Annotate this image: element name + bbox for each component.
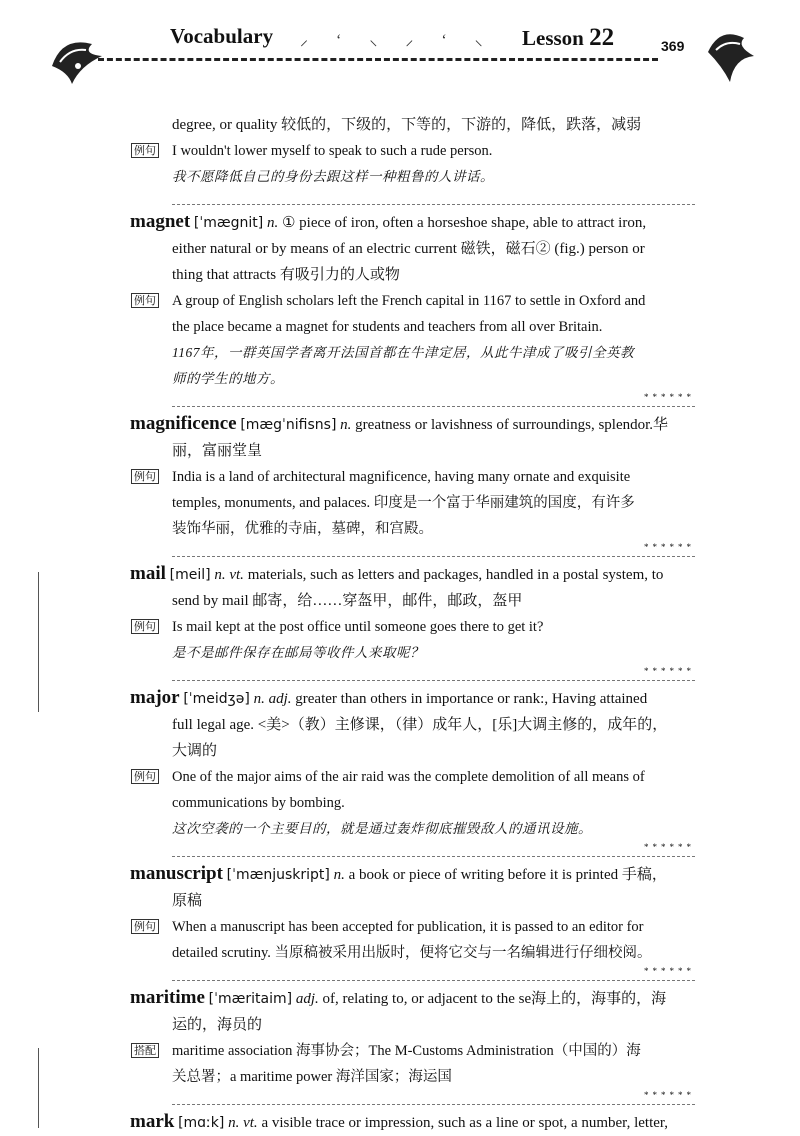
pronunciation: [meil]	[169, 567, 211, 583]
part-of-speech: n. vt.	[228, 1115, 258, 1131]
definition-line: full legal age. <美>（教）主修课，（律）成年人，[乐]大调主修的，成年的，	[172, 717, 668, 733]
separator-stars: ******	[640, 1090, 695, 1100]
definition-line: greatness or lavishness of surroundings, splendor.华	[355, 417, 669, 433]
definition-line: 大调的	[172, 743, 218, 759]
pronunciation: [ˈmænjuskript]	[226, 867, 330, 883]
headword: manuscript	[130, 863, 223, 884]
left-margin-line-bottom	[38, 1048, 39, 1128]
example-en-text: 关总署；a maritime power 海洋国家；海运国	[172, 1069, 452, 1085]
entry-head-line	[130, 209, 695, 236]
separator-stars: ******	[640, 842, 695, 852]
page-number: 369	[661, 38, 685, 54]
definition-line: a book or piece of writing before it is printed 手稿，	[348, 867, 667, 883]
example-en	[130, 490, 695, 516]
entry-separator	[172, 190, 695, 205]
example-en-text: detailed scrutiny. 当原稿被采用出版时，便将它交与一名编辑进行仔细校阅。	[172, 945, 652, 961]
entry-major	[130, 685, 695, 857]
entry-magnet	[130, 209, 695, 407]
entry-separator	[172, 666, 695, 681]
part-of-speech: n.	[333, 867, 345, 883]
example-en-text: the place became a magnet for students and teachers from all over Britain.	[172, 319, 603, 335]
entry-mail	[130, 561, 695, 681]
example-zh: 这次空袭的一个主要目的，就是通过轰炸彻底摧毁敌人的通讯设施。	[172, 821, 592, 836]
example-en	[130, 764, 695, 790]
entry-magnificence	[130, 411, 695, 557]
example-en	[130, 1064, 695, 1090]
example-en-text: When a manuscript has been accepted for publication, it is passed to an editor for	[172, 919, 644, 935]
example-en-text: maritime association 海事协会；The M-Customs Administration（中国的）海	[172, 1043, 641, 1059]
decorative-ornament-right-icon	[690, 22, 760, 88]
part-of-speech: n. vt.	[214, 567, 244, 583]
headword: major	[130, 687, 180, 708]
example-en	[130, 314, 695, 340]
example-tag: 例句	[131, 769, 159, 784]
definition-line: send by mail 邮寄，给……穿盔甲，邮件，邮政，盔甲	[172, 593, 523, 609]
separator-stars: ******	[640, 392, 695, 402]
pronunciation: [mɑːk]	[178, 1115, 225, 1131]
example-en	[130, 914, 695, 940]
headword: mark	[130, 1111, 175, 1132]
example-en-text: Is mail kept at the post office until someone goes there to get it?	[172, 619, 544, 635]
example-en-text: One of the major aims of the air raid was the complete demolition of all means of	[172, 769, 645, 785]
entry-head-line	[130, 685, 695, 712]
pronunciation: [ˈmeidʒə]	[183, 691, 250, 707]
example-en-text: temples, monuments, and palaces. 印度是一个富于华丽建筑的国度，有许多	[172, 495, 635, 511]
entry-manuscript	[130, 861, 695, 981]
example-en-text: India is a land of architectural magnificence, having many ornate and exquisite	[172, 469, 631, 485]
entry-head-line	[130, 861, 695, 888]
example-tag: 搭配	[131, 1043, 159, 1058]
entry-separator	[172, 542, 695, 557]
left-margin-line	[38, 572, 39, 712]
header-vocabulary-title: Vocabulary	[170, 24, 274, 48]
decorative-ornament-left-icon	[42, 26, 112, 88]
entry-head-line	[130, 561, 695, 588]
headword: magnificence	[130, 413, 237, 434]
example-tag: 例句	[131, 293, 159, 308]
definition-line: 原稿	[172, 893, 203, 909]
entry-head-line	[130, 985, 695, 1012]
definition-line: thing that attracts 有吸引力的人或物	[172, 267, 400, 283]
entry-separator	[172, 842, 695, 857]
example-en-text: communications by bombing.	[172, 795, 345, 811]
example-en	[130, 1038, 695, 1064]
definition-line: materials, such as letters and packages, handled in a postal system, to	[247, 567, 664, 583]
example-en-text: 装饰华丽，优雅的寺庙，墓碑，和宫殿。	[172, 521, 433, 537]
pronunciation: [ˈmæritaim]	[208, 991, 293, 1007]
example-zh: 1167年，一群英国学者离开法国首都在牛津定居，从此牛津成了吸引全英教	[172, 345, 634, 360]
definition-line: 丽，富丽堂皇	[172, 443, 263, 459]
headword: maritime	[130, 987, 205, 1008]
headword: magnet	[130, 211, 191, 232]
entry-head-line	[130, 411, 695, 438]
example-tag: 例句	[131, 619, 159, 634]
example-en-text: A group of English scholars left the French capital in 1167 to settle in Oxford and	[172, 293, 646, 309]
headword: mail	[130, 563, 166, 584]
entry-separator	[172, 1090, 695, 1105]
definition-line: ① piece of iron, often a horseshoe shape, able to attract iron,	[281, 215, 647, 231]
example-en	[130, 940, 695, 966]
example-en	[130, 516, 695, 542]
header-scribble-decoration: ⸝ ʻ ⸜ ⸝ ʻ ⸜	[300, 32, 495, 49]
example-tag: 例句	[131, 143, 159, 158]
example-en	[130, 614, 695, 640]
part-of-speech: n.	[266, 215, 279, 231]
part-of-speech: n.	[340, 417, 352, 433]
entry-list	[130, 209, 695, 1136]
definition-line: greater than others in importance or rank:, Having attained	[295, 691, 648, 707]
example-tag: 例句	[131, 469, 159, 484]
separator-stars: ******	[640, 666, 695, 676]
example-en: I wouldn't lower myself to speak to such a rude person.	[172, 143, 493, 159]
continuation-example	[130, 138, 695, 164]
example-en	[130, 790, 695, 816]
definition-line: of, relating to, or adjacent to the se海上的，海事的，海	[322, 991, 667, 1007]
header-lesson-title: Lesson 22	[522, 24, 615, 51]
example-en	[130, 288, 695, 314]
example-zh: 师的学生的地方。	[172, 371, 284, 386]
example-en	[130, 464, 695, 490]
definition-line: a visible trace or impression, such as a line or spot, a number, letter,	[261, 1115, 669, 1131]
vocabulary-content	[130, 112, 695, 1136]
header-dashed-rule	[98, 58, 658, 61]
example-tag: 例句	[131, 919, 159, 934]
separator-stars: ******	[640, 542, 695, 552]
entry-separator	[172, 392, 695, 407]
continuation-definition: degree, or quality 较低的，下级的，下等的，下游的，降低，跌落，减弱	[172, 117, 642, 133]
definition-line: either natural or by means of an electric current 磁铁，磁石② (fig.) person or	[172, 241, 645, 257]
pronunciation: [mægˈnifisns]	[240, 417, 337, 433]
pronunciation: [ˈmægnit]	[193, 215, 264, 231]
example-zh: 是不是邮件保存在邮局等收件人来取呢？	[172, 645, 424, 660]
part-of-speech: adj.	[295, 991, 319, 1007]
part-of-speech: n. adj.	[253, 691, 292, 707]
example-zh: 我不愿降低自己的身份去跟这样一种粗鲁的人讲话。	[172, 169, 494, 184]
separator-stars: ******	[640, 966, 695, 976]
definition-line: 运的，海员的	[172, 1017, 263, 1033]
page-header	[0, 0, 800, 100]
entry-separator	[172, 966, 695, 981]
entry-maritime	[130, 985, 695, 1105]
